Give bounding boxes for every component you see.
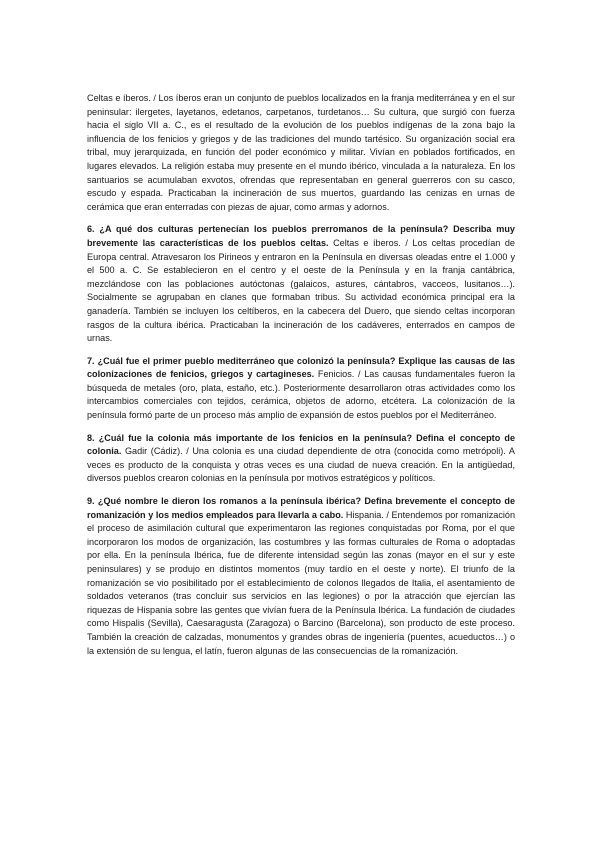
- answer-7: Fenicios. / Las causas fundamentales fueron la búsqueda de metales (oro, plata, estaño, etc.). Posteriormente desarrollaron otras actividades como los intercambios comerciales con tejidos, cerámica, objetos de adorno, etcétera. La colonización de la península formó parte de un proceso más amplio de expansión de estos pueblos por el Mediterráneo.: [87, 369, 515, 421]
- question-9-paragraph: [87, 495, 515, 658]
- question-6-paragraph: [87, 223, 515, 345]
- question-7-paragraph: [87, 355, 515, 423]
- question-9: 9. ¿Qué nombre le dieron los romanos a la península ibérica? Defina brevemente el concepto de romanización y los medios empleados para llevarla a cabo.: [87, 496, 515, 520]
- answer-8: Gadir (Cádiz). / Una colonia es una ciudad dependiente de otra (conocida como metrópoli). A veces es producto de la conquista y otras veces es una ciudad de nueva creación. En la antigüedad, diversos pueblos crearon colonias en la península por motivos estratégicos y políticos.: [87, 446, 515, 484]
- question-7: 7. ¿Cuál fue el primer pueblo mediterráneo que colonizó la península? Explique las causas de las colonizaciones de fenicios, griegos y cartagineses.: [87, 355, 515, 380]
- intro-paragraph: Celtas e íberos. / Los íberos eran un conjunto de pueblos localizados en la franja mediterránea y en el sur peninsular: ilergetes, layetanos, edetanos, carpetanos, turdetanos… Su cultura, que surgió con fuerza hacia el siglo VII a. C., es el resultado de la evolución de los pueblos indígenas de la zona bajo la influencia de los fenicios y griegos y de las tradiciones del mundo tartésico. Su organización social era tribal, muy jerarquizada, en función del poder económico y militar. Vivían en poblados fortificados, en lugares elevados. La religión estaba muy presente en el mundo ibérico, vinculada a la naturaleza. En los santuarios se acumulaban exvotos, ofrendas que representaban en general guerreros con su casco, escudo y espada. Practicaban la incineración de sus muertos, guardando las cenizas en urnas de cerámica que eran enterradas con piezas de ajuar, como armas y adornos.: [87, 93, 515, 212]
- question-8: 8. ¿Cuál fue la colonia más importante de los fenicios en la península? Defina el concepto de colonia.: [87, 432, 515, 457]
- question-6: 6. ¿A qué dos culturas pertenecían los pueblos prerromanos de la península? Describa muy brevemente las características de los pueblos celtas.: [87, 224, 515, 248]
- document-page: [87, 92, 515, 667]
- answer-6: Celtas e íberos. / Los celtas procedían de Europa central. Atravesaron los Pirineos y entraron en la Península en diversas oleadas entre el 1.000 y el 500 a. C. Se establecieron en el centro y el oeste de la Península y en la franja cantábrica, mezclándose con las poblaciones autóctonas (galaicos, astures, cántabros, vacceos, lusitanos…). Socialmente se agrupaban en clanes que formaban tribus. Su actividad económica principal era la ganadería. También se incluyen los celtíberos, en la cabecera del Duero, que siendo celtas incorporan rasgos de la cultura ibérica. Practicaban la incineración de los cadáveres, enterrados en campos de urnas.: [87, 237, 515, 344]
- answer-9: Hispania. / Entendemos por romanización el proceso de asimilación cultural que experimentaron las regiones conquistadas por Roma, por el que incorporaron los modos de organización, las costumbres y las formas culturales de Roma o adoptadas por ella. En la península Ibérica, fue de diferente intensidad según las zonas (mayor en el sur y este peninsulares) y se produjo en distintos momentos (muy tardío en el oeste y norte). El triunfo de la romanización se vio posibilitado por el establecimiento de colonos llegados de Italia, el asentamiento de soldados veteranos (tras concluir sus servicios en las legiones) o por la atracción que ejercían las riquezas de Hispania sobre las gentes que vivían fuera de la Península Ibérica. La fundación de ciudades como Hispalis (Sevilla), Caesaragusta (Zaragoza) o Barcino (Barcelona), son producto de este proceso. También la creación de calzadas, monumentos y grandes obras de ingeniería (puentes, acueductos…) o la extensión de su lengua, el latín, fueron algunas de las consecuencias de la romanización.: [87, 509, 515, 656]
- question-8-paragraph: [87, 432, 515, 486]
